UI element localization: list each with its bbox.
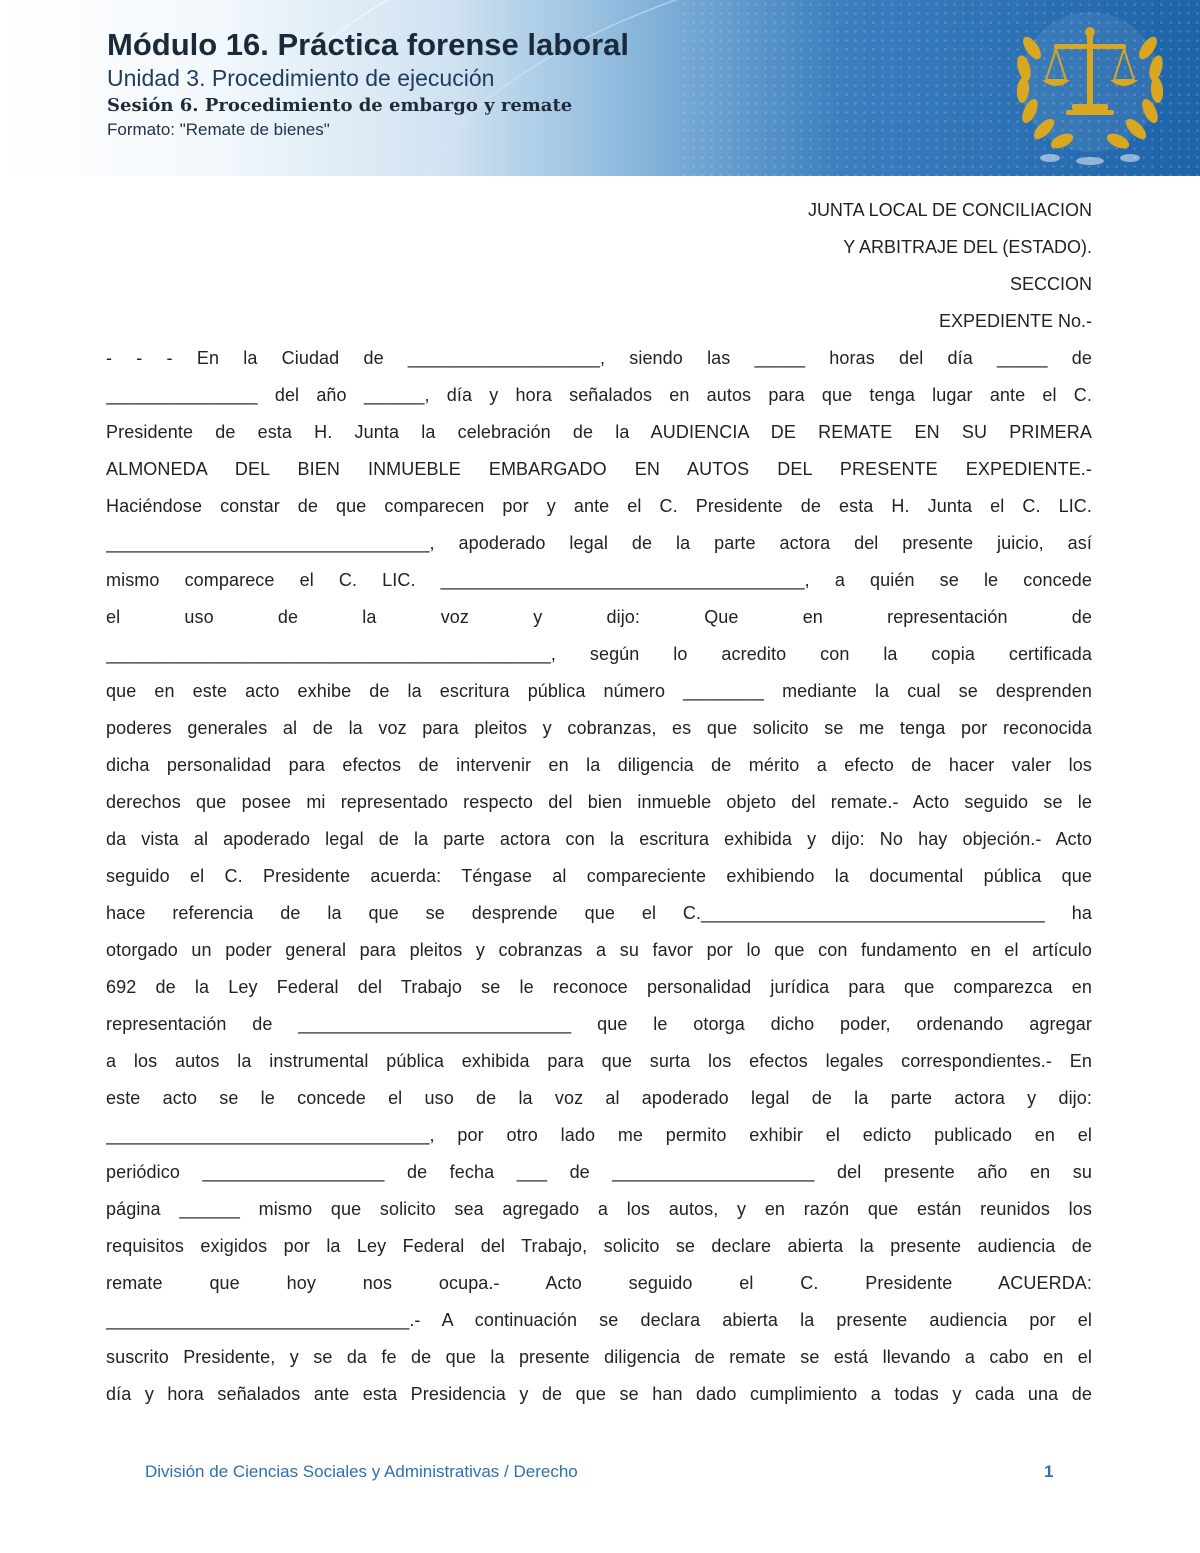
text-line: representación de ___________________________ que le otorga dicho poder, ordenando agregar xyxy=(106,1014,1092,1034)
text-line: día y hora señalados ante esta Presidencia y de que se han dado cumplimiento a todas y cada una de xyxy=(106,1384,1092,1404)
text-line: ALMONEDA DEL BIEN INMUEBLE EMBARGADO EN AUTOS DEL PRESENTE EXPEDIENTE.- xyxy=(106,459,1092,479)
text-line: seguido el C. Presidente acuerda: Téngase al compareciente exhibiendo la documental pública que xyxy=(106,866,1092,886)
text-line: ________________________________, apoderado legal de la parte actora del presente juicio, así xyxy=(106,533,1092,553)
heading-line: JUNTA LOCAL DE CONCILIACION xyxy=(807,200,1092,220)
text-line: poderes generales al de la voz para pleitos y cobranzas, es que solicito se me tenga por reconocida xyxy=(106,718,1092,738)
text-line: dicha personalidad para efectos de intervenir en la diligencia de mérito a efecto de hacer valer los xyxy=(106,755,1092,775)
page-number: 1 xyxy=(1044,1462,1054,1481)
heading-line: SECCION xyxy=(1009,274,1092,294)
text-line: derechos que posee mi representado respecto del bien inmueble objeto del remate.- Acto seguido se le xyxy=(106,792,1092,812)
scales-of-justice-laurel-icon xyxy=(1010,8,1170,168)
heading-block xyxy=(106,192,1092,340)
text-line: que en este acto exhibe de la escritura pública número ________ mediante la cual se desprenden xyxy=(106,681,1092,701)
footer-division: División de Ciencias Sociales y Administrativas / Derecho xyxy=(145,1462,578,1481)
text-line: página ______ mismo que solicito sea agregado a los autos, y en razón que están reunidos los xyxy=(106,1199,1092,1219)
text-line: - - - En la Ciudad de ___________________, siendo las _____ horas del día _____ de xyxy=(106,348,1092,368)
body-paragraph xyxy=(106,340,1092,1413)
text-line: a los autos la instrumental pública exhibida para que surta los efectos legales correspondientes.- En xyxy=(106,1051,1092,1071)
text-line: el uso de la voz y dijo: Que en representación de xyxy=(106,607,1092,627)
text-line: periódico __________________ de fecha ___ de ____________________ del presente año en su xyxy=(106,1162,1092,1182)
text-line: suscrito Presidente, y se da fe de que la presente diligencia de remate se está llevando a cabo en el xyxy=(106,1347,1092,1367)
text-line: remate que hoy nos ocupa.- Acto seguido el C. Presidente ACUERDA: xyxy=(106,1273,1092,1293)
format-title: Formato: "Remate de bienes" xyxy=(107,120,330,139)
text-line: otorgado un poder general para pleitos y cobranzas a su favor por lo que con fundamento en el artículo xyxy=(106,940,1092,960)
session-title: Sesión 6. Procedimiento de embargo y remate xyxy=(107,95,573,116)
unit-title: Unidad 3. Procedimiento de ejecución xyxy=(107,65,495,91)
text-line: da vista al apoderado legal de la parte actora con la escritura exhibida y dijo: No hay objeción.- Acto xyxy=(106,829,1092,849)
text-line: requisitos exigidos por la Ley Federal del Trabajo, solicito se declare abierta la presente audiencia de xyxy=(106,1236,1092,1256)
text-line: este acto se le concede el uso de la voz al apoderado legal de la parte actora y dijo: xyxy=(106,1088,1092,1108)
text-line: Haciéndose constar de que comparecen por y ante el C. Presidente de esta H. Junta el C. LIC. xyxy=(106,496,1092,516)
text-line: Presidente de esta H. Junta la celebración de la AUDIENCIA DE REMATE EN SU PRIMERA xyxy=(106,422,1092,442)
text-line: hace referencia de la que se desprende que el C.__________________________________ ha xyxy=(106,903,1092,923)
text-line: ____________________________________________, según lo acredito con la copia certificada xyxy=(106,644,1092,664)
document-body xyxy=(106,192,1092,1413)
text-line: ________________________________, por otro lado me permito exhibir el edicto publicado en el xyxy=(106,1125,1092,1145)
heading-line: Y ARBITRAJE DEL (ESTADO). xyxy=(843,237,1092,257)
header-banner xyxy=(0,0,1200,176)
text-line: _______________ del año ______, día y hora señalados en autos para que tenga lugar ante el C. xyxy=(106,385,1092,405)
text-line: mismo comparece el C. LIC. ____________________________________, a quién se le concede xyxy=(106,570,1092,590)
text-line: 692 de la Ley Federal del Trabajo se le reconoce personalidad jurídica para que comparezca en xyxy=(106,977,1092,997)
heading-line: EXPEDIENTE No.- xyxy=(938,311,1092,331)
text-line: ______________________________.- A continuación se declara abierta la presente audiencia por el xyxy=(106,1310,1092,1330)
module-title: Módulo 16. Práctica forense laboral xyxy=(107,27,629,62)
header-titles xyxy=(107,26,629,140)
